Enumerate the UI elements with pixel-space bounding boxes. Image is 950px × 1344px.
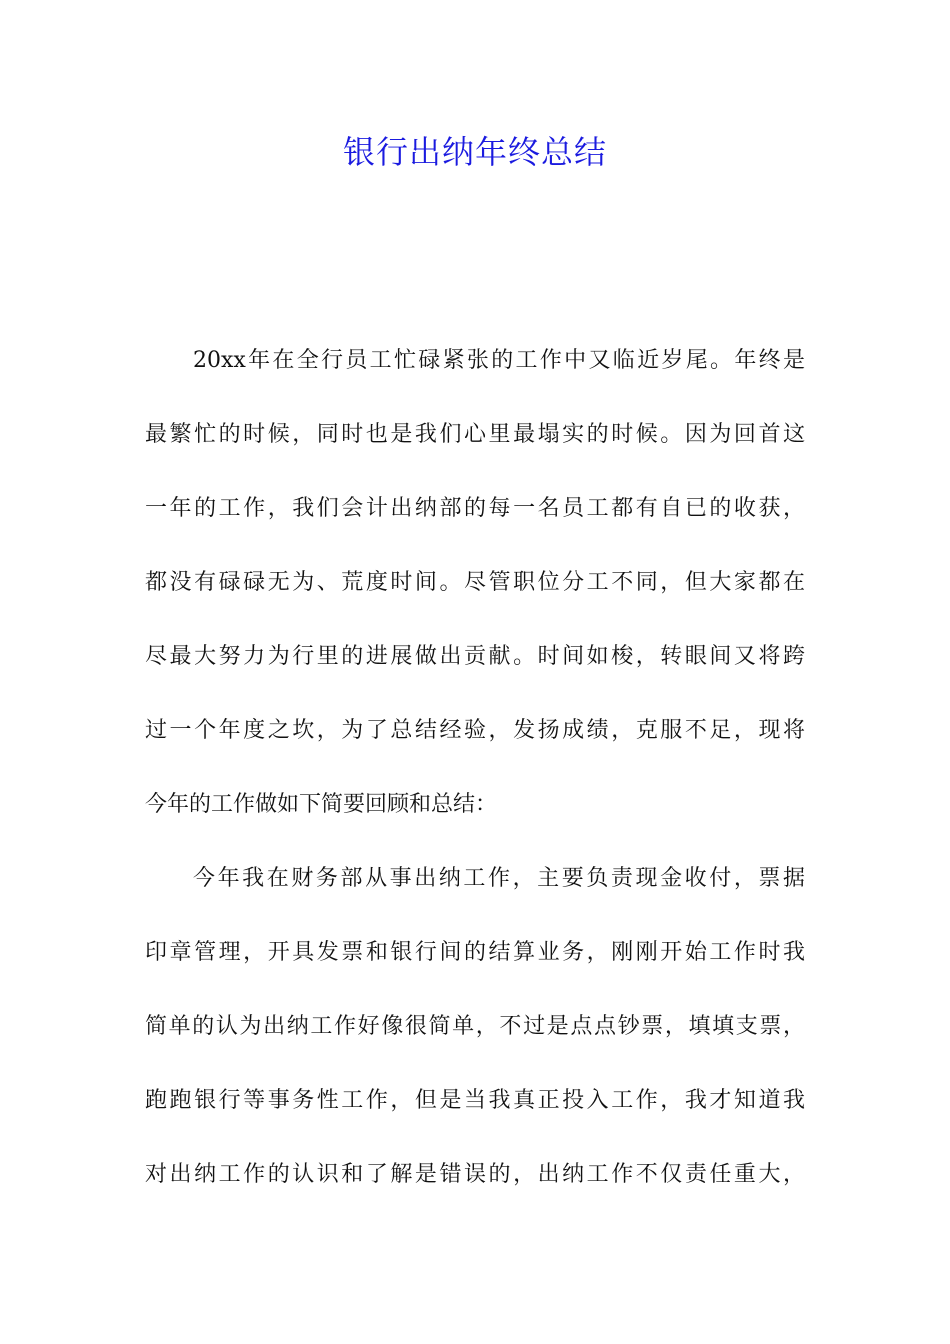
paragraph-line: 简单的认为出纳工作好像很简单，不过是点点钞票，填填支票， xyxy=(145,1014,805,1039)
paragraph-2 xyxy=(145,854,805,1224)
paragraph-line: 对出纳工作的认识和了解是错误的，出纳工作不仅责任重大， xyxy=(145,1162,805,1187)
document-title: 银行出纳年终总结 xyxy=(342,133,607,171)
paragraph-line: 印章管理，开具发票和银行间的结算业务，刚刚开始工作时我 xyxy=(145,940,805,965)
paragraph-line: 20xx年在全行员工忙碌紧张的工作中又临近岁尾。年终是 xyxy=(193,348,805,373)
paragraph-line: 最繁忙的时候，同时也是我们心里最塌实的时候。因为回首这 xyxy=(145,422,805,447)
paragraph-line: 尽最大努力为行里的进展做出贡献。时间如梭，转眼间又将跨 xyxy=(145,644,805,669)
paragraph-line: 今年我在财务部从事出纳工作，主要负责现金收付，票据 xyxy=(193,866,805,891)
paragraph-line: 跑跑银行等事务性工作，但是当我真正投入工作，我才知道我 xyxy=(145,1088,805,1113)
paragraph-line: 今年的工作做如下简要回顾和总结： xyxy=(145,792,498,817)
paragraph-line: 一年的工作，我们会计出纳部的每一名员工都有自已的收获， xyxy=(145,496,805,521)
paragraph-line: 都没有碌碌无为、荒度时间。尽管职位分工不同，但大家都在 xyxy=(145,570,805,595)
document-body xyxy=(145,336,805,1224)
paragraph-line: 过一个年度之坎，为了总结经验，发扬成绩，克服不足，现将 xyxy=(145,718,805,743)
paragraph-1 xyxy=(145,336,805,854)
